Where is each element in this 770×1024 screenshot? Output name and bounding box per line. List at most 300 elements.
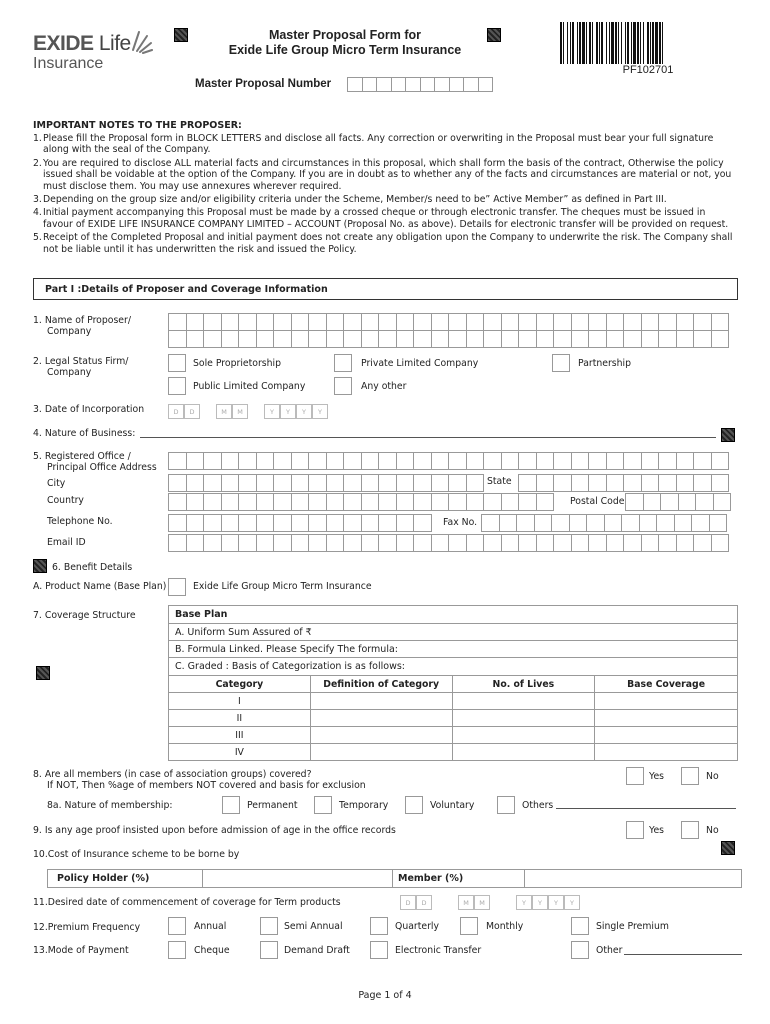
input-cell[interactable] (239, 515, 257, 532)
input-cell[interactable] (587, 515, 605, 532)
semi-annual-label: Semi Annual (284, 921, 343, 932)
input-cell[interactable] (257, 453, 275, 470)
input-cell[interactable] (696, 494, 714, 511)
input-cell[interactable] (661, 494, 679, 511)
input-cell[interactable] (397, 331, 415, 348)
input-cell[interactable] (642, 475, 660, 492)
electronic-transfer-checkbox[interactable] (370, 941, 388, 959)
policy-holder-input[interactable] (203, 870, 393, 887)
input-cell[interactable] (327, 494, 345, 511)
input-cell[interactable] (379, 515, 397, 532)
city-field[interactable] (168, 474, 484, 492)
input-cell[interactable] (309, 331, 327, 348)
input-cell[interactable] (554, 535, 572, 552)
city-label: City (47, 478, 66, 489)
input-cell[interactable] (537, 314, 555, 331)
input-cell[interactable] (677, 453, 695, 470)
input-cell[interactable] (467, 494, 485, 511)
input-cell[interactable] (484, 314, 502, 331)
input-cell[interactable] (222, 475, 240, 492)
input-cell[interactable] (169, 453, 187, 470)
input-cell[interactable] (344, 475, 362, 492)
input-cell[interactable] (607, 331, 625, 348)
others-input[interactable] (556, 808, 736, 809)
input-cell[interactable] (572, 535, 590, 552)
input-cell[interactable] (274, 515, 292, 532)
input-cell[interactable] (607, 475, 625, 492)
input-cell[interactable] (327, 314, 345, 331)
q7-label: 7. Coverage Structure (33, 610, 136, 621)
input-cell[interactable] (397, 494, 415, 511)
input-cell[interactable] (502, 494, 520, 511)
input-cell[interactable] (484, 535, 502, 552)
formula-linked-option[interactable]: B. Formula Linked. Please Specify The formula: (168, 641, 738, 658)
input-cell[interactable] (432, 331, 450, 348)
input-cell[interactable] (274, 494, 292, 511)
input-cell[interactable] (344, 535, 362, 552)
table-header-row: Category Definition of Category No. of Lives Base Coverage (169, 676, 738, 693)
input-cell[interactable] (379, 453, 397, 470)
input-cell[interactable] (694, 314, 712, 331)
input-cell[interactable] (502, 314, 520, 331)
input-cell[interactable] (187, 331, 205, 348)
input-cell[interactable] (572, 331, 590, 348)
input-cell[interactable] (677, 535, 695, 552)
input-cell[interactable] (624, 535, 642, 552)
input-cell[interactable] (187, 453, 205, 470)
input-cell[interactable] (344, 453, 362, 470)
input-cell[interactable] (502, 331, 520, 348)
input-cell[interactable] (677, 314, 695, 331)
input-cell[interactable] (642, 331, 660, 348)
input-cell[interactable] (644, 494, 662, 511)
master-proposal-label: Master Proposal Number (195, 78, 332, 90)
input-cell[interactable] (204, 515, 222, 532)
registration-mark-icon (174, 28, 188, 42)
input-cell[interactable] (692, 515, 710, 532)
input-cell[interactable] (537, 535, 555, 552)
input-cell[interactable] (379, 494, 397, 511)
input-cell[interactable] (274, 314, 292, 331)
input-cell[interactable] (642, 314, 660, 331)
input-cell[interactable] (169, 314, 187, 331)
others-label: Others (522, 800, 554, 811)
input-cell[interactable] (677, 331, 695, 348)
master-proposal-number-field[interactable] (347, 77, 492, 92)
input-cell[interactable] (362, 77, 378, 92)
input-cell[interactable] (432, 494, 450, 511)
input-cell[interactable] (309, 515, 327, 532)
q8-yes-checkbox[interactable] (626, 767, 644, 785)
input-cell[interactable] (694, 331, 712, 348)
input-cell[interactable] (537, 475, 555, 492)
form-code: PF102701 (622, 64, 674, 76)
input-cell[interactable] (376, 77, 392, 92)
input-cell[interactable] (327, 475, 345, 492)
input-cell[interactable] (274, 475, 292, 492)
input-cell[interactable] (187, 515, 205, 532)
input-cell[interactable] (467, 453, 485, 470)
input-cell[interactable] (605, 515, 623, 532)
input-cell[interactable] (624, 314, 642, 331)
notes-heading: IMPORTANT NOTES TO THE PROPOSER: (33, 120, 242, 131)
private-limited-checkbox[interactable] (334, 354, 352, 372)
input-cell[interactable] (414, 475, 432, 492)
input-cell[interactable] (362, 331, 380, 348)
input-cell[interactable] (714, 494, 732, 511)
input-cell[interactable] (169, 475, 187, 492)
input-cell[interactable] (679, 494, 697, 511)
input-cell[interactable] (239, 475, 257, 492)
input-cell[interactable] (292, 314, 310, 331)
input-cell[interactable] (362, 515, 380, 532)
public-limited-checkbox[interactable] (168, 377, 186, 395)
input-cell[interactable] (519, 535, 537, 552)
input-cell[interactable] (467, 331, 485, 348)
proposer-name-field[interactable] (168, 313, 729, 348)
input-cell[interactable] (292, 515, 310, 532)
input-cell[interactable] (239, 494, 257, 511)
input-cell[interactable] (309, 314, 327, 331)
input-cell[interactable] (257, 475, 275, 492)
q9-yes-checkbox[interactable] (626, 821, 644, 839)
logo-sun-icon (127, 28, 153, 54)
input-cell[interactable] (482, 515, 500, 532)
other-payment-checkbox[interactable] (571, 941, 589, 959)
input-cell[interactable] (344, 515, 362, 532)
demand-draft-checkbox[interactable] (260, 941, 278, 959)
telephone-field[interactable] (168, 514, 432, 532)
input-cell[interactable] (362, 475, 380, 492)
input-cell[interactable] (519, 453, 537, 470)
input-cell[interactable] (642, 453, 660, 470)
input-cell[interactable] (502, 453, 520, 470)
other-payment-label: Other (596, 945, 623, 956)
input-cell[interactable] (362, 314, 380, 331)
input-cell[interactable] (239, 331, 257, 348)
input-cell[interactable] (572, 475, 590, 492)
note-item: 1. Please fill the Proposal form in BLOCK LETTERS and disclose all facts. Any correction or overwriting in the Proposal must bear your full signature along with the seal of the Company. (33, 133, 714, 156)
any-other-checkbox[interactable] (334, 377, 352, 395)
table-row[interactable]: III (169, 727, 738, 744)
input-cell[interactable] (169, 331, 187, 348)
input-cell[interactable] (222, 535, 240, 552)
input-cell[interactable] (484, 494, 502, 511)
input-cell[interactable] (257, 515, 275, 532)
input-cell[interactable] (391, 77, 407, 92)
input-cell[interactable] (327, 515, 345, 532)
state-field[interactable] (518, 474, 729, 492)
partnership-checkbox[interactable] (552, 354, 570, 372)
input-cell[interactable] (624, 331, 642, 348)
commencement-date-field[interactable]: D D M M Y Y Y Y (400, 895, 580, 910)
q6-label: 6. Benefit Details (52, 562, 133, 573)
input-cell[interactable] (239, 314, 257, 331)
input-cell[interactable] (712, 331, 730, 348)
input-cell[interactable] (467, 314, 485, 331)
input-cell[interactable] (432, 475, 450, 492)
input-cell[interactable] (432, 314, 450, 331)
table-row[interactable]: I (169, 693, 738, 710)
input-cell[interactable] (292, 475, 310, 492)
q5-label: 5. Registered Office / Principal Office Address (33, 451, 157, 473)
input-cell[interactable] (622, 515, 640, 532)
input-cell[interactable] (554, 453, 572, 470)
fax-field[interactable] (481, 514, 727, 532)
input-cell[interactable] (204, 475, 222, 492)
input-cell[interactable] (257, 314, 275, 331)
monthly-checkbox[interactable] (460, 917, 478, 935)
input-cell[interactable] (659, 331, 677, 348)
input-cell[interactable] (607, 535, 625, 552)
input-cell[interactable] (677, 475, 695, 492)
incorporation-date-field[interactable]: D D M M Y Y Y Y (168, 404, 328, 419)
input-cell[interactable] (187, 535, 205, 552)
input-cell[interactable] (405, 77, 421, 92)
input-cell[interactable] (397, 515, 415, 532)
input-cell[interactable] (204, 535, 222, 552)
input-cell[interactable] (420, 77, 436, 92)
input-cell[interactable] (169, 535, 187, 552)
registration-mark-icon (33, 559, 47, 573)
input-cell[interactable] (397, 453, 415, 470)
input-cell[interactable] (274, 453, 292, 470)
barcode-bar (663, 22, 665, 64)
input-cell[interactable] (414, 494, 432, 511)
postal-code-field[interactable] (625, 493, 731, 511)
input-cell[interactable] (222, 314, 240, 331)
input-cell[interactable] (467, 535, 485, 552)
input-cell[interactable] (292, 535, 310, 552)
input-cell[interactable] (344, 494, 362, 511)
input-cell[interactable] (432, 535, 450, 552)
input-cell[interactable] (222, 331, 240, 348)
input-cell[interactable] (519, 331, 537, 348)
input-cell[interactable] (204, 453, 222, 470)
input-cell[interactable] (694, 453, 712, 470)
input-cell[interactable] (626, 494, 644, 511)
input-cell[interactable] (292, 331, 310, 348)
input-cell[interactable] (657, 515, 675, 532)
input-cell[interactable] (347, 77, 363, 92)
input-cell[interactable] (414, 535, 432, 552)
input-cell[interactable] (397, 314, 415, 331)
input-cell[interactable] (537, 453, 555, 470)
nature-of-business-input[interactable] (140, 437, 716, 438)
input-cell[interactable] (607, 453, 625, 470)
other-payment-input[interactable] (624, 954, 742, 955)
annual-label: Annual (194, 921, 227, 932)
input-cell[interactable] (517, 515, 535, 532)
input-cell[interactable] (535, 515, 553, 532)
input-cell[interactable] (327, 453, 345, 470)
input-cell[interactable] (379, 475, 397, 492)
input-cell[interactable] (659, 453, 677, 470)
input-cell[interactable] (554, 331, 572, 348)
input-cell[interactable] (589, 475, 607, 492)
input-cell[interactable] (169, 494, 187, 511)
public-limited-label: Public Limited Company (193, 381, 306, 392)
quarterly-checkbox[interactable] (370, 917, 388, 935)
input-cell[interactable] (292, 494, 310, 511)
input-cell[interactable] (204, 331, 222, 348)
input-cell[interactable] (239, 535, 257, 552)
input-cell[interactable] (537, 494, 555, 511)
input-cell[interactable] (327, 535, 345, 552)
input-cell[interactable] (572, 314, 590, 331)
input-cell[interactable] (589, 535, 607, 552)
input-cell[interactable] (414, 314, 432, 331)
annual-checkbox[interactable] (168, 917, 186, 935)
table-row[interactable]: II (169, 710, 738, 727)
input-cell[interactable] (239, 453, 257, 470)
input-cell[interactable] (502, 535, 520, 552)
input-cell[interactable] (659, 475, 677, 492)
q9-yes-label: Yes (649, 825, 665, 836)
input-cell[interactable] (519, 494, 537, 511)
address-field[interactable] (168, 452, 729, 470)
input-cell[interactable] (519, 475, 537, 492)
input-cell[interactable] (478, 77, 494, 92)
product-checkbox[interactable] (168, 578, 186, 596)
email-field[interactable] (168, 534, 729, 552)
input-cell[interactable] (659, 314, 677, 331)
input-cell[interactable] (607, 314, 625, 331)
single-premium-checkbox[interactable] (571, 917, 589, 935)
input-cell[interactable] (292, 453, 310, 470)
input-cell[interactable] (710, 515, 728, 532)
input-cell[interactable] (344, 314, 362, 331)
input-cell[interactable] (675, 515, 693, 532)
input-cell[interactable] (554, 475, 572, 492)
input-cell[interactable] (712, 475, 730, 492)
input-cell[interactable] (659, 535, 677, 552)
input-cell[interactable] (362, 535, 380, 552)
input-cell[interactable] (449, 475, 467, 492)
input-cell[interactable] (187, 494, 205, 511)
semi-annual-checkbox[interactable] (260, 917, 278, 935)
q4-label: 4. Nature of Business: (33, 428, 136, 439)
uniform-sum-option[interactable]: A. Uniform Sum Assured of ₹ (168, 624, 738, 641)
input-cell[interactable] (204, 494, 222, 511)
input-cell[interactable] (552, 515, 570, 532)
input-cell[interactable] (414, 331, 432, 348)
input-cell[interactable] (187, 475, 205, 492)
input-cell[interactable] (432, 453, 450, 470)
permanent-checkbox[interactable] (222, 796, 240, 814)
input-cell[interactable] (449, 77, 465, 92)
input-cell[interactable] (500, 515, 518, 532)
input-cell[interactable] (414, 515, 432, 532)
input-cell[interactable] (274, 331, 292, 348)
input-cell[interactable] (397, 475, 415, 492)
input-cell[interactable] (449, 331, 467, 348)
member-input[interactable] (525, 870, 741, 887)
cheque-label: Cheque (194, 945, 230, 956)
input-cell[interactable] (519, 314, 537, 331)
product-name-value: Exide Life Group Micro Term Insurance (193, 581, 372, 592)
input-cell[interactable] (309, 535, 327, 552)
input-cell[interactable] (309, 494, 327, 511)
temporary-checkbox[interactable] (314, 796, 332, 814)
partnership-label: Partnership (578, 358, 632, 369)
graded-option[interactable]: C. Graded : Basis of Categorization is as follows: (168, 658, 738, 675)
input-cell[interactable] (572, 453, 590, 470)
input-cell[interactable] (624, 475, 642, 492)
input-cell[interactable] (414, 453, 432, 470)
input-cell[interactable] (222, 453, 240, 470)
barcode-icon (560, 22, 736, 64)
input-cell[interactable] (624, 453, 642, 470)
input-cell[interactable] (362, 494, 380, 511)
input-cell[interactable] (694, 535, 712, 552)
input-cell[interactable] (467, 475, 485, 492)
others-checkbox[interactable] (497, 796, 515, 814)
input-cell[interactable] (379, 314, 397, 331)
input-cell[interactable] (379, 331, 397, 348)
table-row[interactable]: IV (169, 744, 738, 761)
country-field[interactable] (168, 493, 554, 511)
input-cell[interactable] (257, 535, 275, 552)
voluntary-checkbox[interactable] (405, 796, 423, 814)
input-cell[interactable] (222, 494, 240, 511)
input-cell[interactable] (694, 475, 712, 492)
q8-no-checkbox[interactable] (681, 767, 699, 785)
input-cell[interactable] (712, 453, 730, 470)
input-cell[interactable] (570, 515, 588, 532)
input-cell[interactable] (327, 331, 345, 348)
input-cell[interactable] (449, 494, 467, 511)
input-cell[interactable] (204, 314, 222, 331)
input-cell[interactable] (309, 475, 327, 492)
input-cell[interactable] (309, 453, 327, 470)
input-cell[interactable] (257, 494, 275, 511)
input-cell[interactable] (640, 515, 658, 532)
cheque-checkbox[interactable] (168, 941, 186, 959)
input-cell[interactable] (257, 331, 275, 348)
input-cell[interactable] (344, 331, 362, 348)
input-cell[interactable] (379, 535, 397, 552)
input-cell[interactable] (397, 535, 415, 552)
input-cell[interactable] (712, 535, 730, 552)
input-cell[interactable] (589, 331, 607, 348)
cost-borne-row (47, 869, 742, 888)
input-cell[interactable] (642, 535, 660, 552)
input-cell[interactable] (274, 535, 292, 552)
input-cell[interactable] (712, 314, 730, 331)
input-cell[interactable] (362, 453, 380, 470)
input-cell[interactable] (589, 314, 607, 331)
input-cell[interactable] (537, 331, 555, 348)
input-cell[interactable] (449, 535, 467, 552)
q9-label: 9. Is any age proof insisted upon before admission of age in the office records (33, 825, 396, 836)
q9-no-checkbox[interactable] (681, 821, 699, 839)
input-cell[interactable] (434, 77, 450, 92)
input-cell[interactable] (484, 331, 502, 348)
exide-logo: EXIDE Life (33, 32, 131, 55)
input-cell[interactable] (222, 515, 240, 532)
input-cell[interactable] (449, 314, 467, 331)
sole-proprietorship-checkbox[interactable] (168, 354, 186, 372)
input-cell[interactable] (449, 453, 467, 470)
input-cell[interactable] (463, 77, 479, 92)
input-cell[interactable] (484, 453, 502, 470)
input-cell[interactable] (187, 314, 205, 331)
input-cell[interactable] (589, 453, 607, 470)
input-cell[interactable] (169, 515, 187, 532)
input-cell[interactable] (554, 314, 572, 331)
state-label: State (487, 476, 512, 487)
